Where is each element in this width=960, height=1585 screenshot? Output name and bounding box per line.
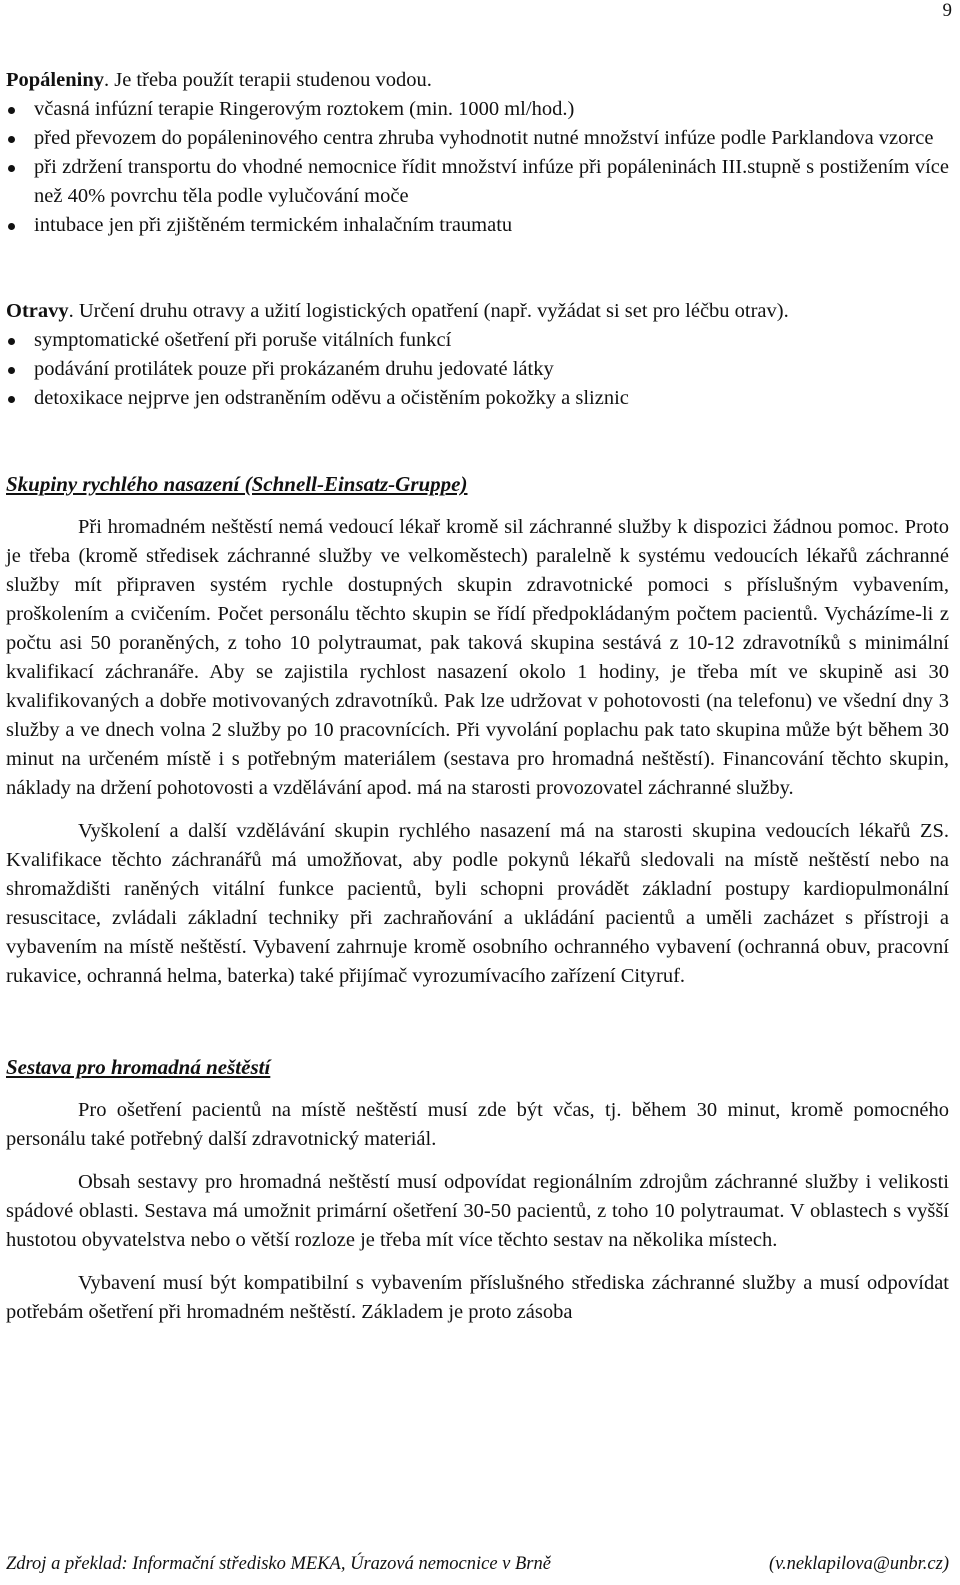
poisoning-intro-text: . Určení druhu otravy a užití logistických opatření (např. vyžádat si set pro léčbu otrav). xyxy=(68,300,789,322)
page-number: 9 xyxy=(942,0,952,21)
rapid-groups-paragraph-2: Vyškolení a další vzdělávání skupin rychlého nasazení má na starosti skupina vedoucích lékařů ZS. Kvalifikace těchto záchranářů má umožňovat, aby podle pokynů lékařů sledovali na místě neštěstí nebo na shromaždišti raněných vitální funkce pacientů, byli schopni provádět základní postupy kardiopulmonální resuscitace, zvládali základní techniky při zachraňování a ukládání pacientů a uměli zacházet s přístroji a vybavením na místě neštěstí. Vybavení zahrnuje kromě osobního ochranného vybavení (ochranná obuv, pracovní rukavice, ochranná helma, baterka) také přijímač vyrozumívacího zařízení Cityruf. xyxy=(6,820,949,987)
burns-intro xyxy=(6,66,949,95)
list-item: před převozem do popáleninového centra zhruba vyhodnotit nutné množství infúze podle Parklandova vzorce xyxy=(6,124,949,153)
burns-list xyxy=(6,95,949,240)
burns-intro-text: . Je třeba použít terapii studenou vodou. xyxy=(103,69,432,91)
footer-contact-email: (v.neklapilova@unbr.cz) xyxy=(768,1554,949,1574)
rapid-groups-paragraph-1: Při hromadném neštěstí nemá vedoucí lékař kromě sil záchranné služby k dispozici žádnou pomoc. Proto je třeba (kromě středisek záchranné služby ve velkoměstech) paralelně k systému vedoucích lékařů záchranné služby mít připraven systém rychle dostupných skupin zdravotnické pomoci s příslušným vybavením, proškolením a cvičením. Počet personálu těchto skupin se řídí předpokládaným počtem pacientů. Vycházíme-li z počtu asi 50 poraněných, z toho 10 polytraumat, pak taková skupina sestává z 10-12 zdravotníků s minimální kvalifikací záchranáře. Aby se zajistila rychlost nasazení okolo 1 hodiny, je třeba mít ve skupině asi 30 kvalifikovaných a dobře motivovaných zdravotníků. Pak lze udržovat v pohotovosti (na telefonu) ve všední dny 3 služby a ve dnech volna 2 služby po 10 pracovnících. Při vyvolání poplachu pak tato skupina může být během 30 minut na určeném místě i s potřebným materiálem (sestava pro hromadná neštěstí). Financování těchto skupin, náklady na držení pohotovosti a vzdělávání apod. má na starosti provozovatel záchranné služby. xyxy=(6,516,949,799)
poisoning-intro xyxy=(6,297,949,326)
list-item: podávání protilátek pouze při prokázaném druhu jedovaté látky xyxy=(6,355,949,384)
page-footer xyxy=(6,1554,949,1575)
page-content xyxy=(6,66,949,1327)
kit-paragraph-3: Vybavení musí být kompatibilní s vybavením příslušného střediska záchranné služby a musí odpovídat potřebám ošetření při hromadném neštěstí. Základem je proto zásoba xyxy=(6,1272,949,1323)
footer-source: Zdroj a překlad: Informační středisko MEKA, Úrazová nemocnice v Brně xyxy=(6,1554,551,1574)
list-item: při zdržení transportu do vhodné nemocnice řídit množství infúze při popáleninách III.stupně s postižením více než 40% povrchu těla podle vylučování moče xyxy=(6,153,949,211)
kit-paragraph-2: Obsah sestavy pro hromadná neštěstí musí odpovídat regionálním zdrojům záchranné služby i velikosti spádové oblasti. Sestava má umožnit primární ošetření 30-50 pacientů, z toho 10 polytraumat. V oblastech s vyšší hustotou obyvatelstva nebo o větší rozloze je třeba mít více těchto sestav na několika místech. xyxy=(6,1171,949,1251)
list-item: symptomatické ošetření při poruše vitálních funkcí xyxy=(6,326,949,355)
kit-heading: Sestava pro hromadná neštěstí xyxy=(6,1055,271,1079)
list-item: včasná infúzní terapie Ringerovým roztokem (min. 1000 ml/hod.) xyxy=(6,95,949,124)
kit-paragraph-1: Pro ošetření pacientů na místě neštěstí musí zde být včas, tj. během 30 minut, kromě pomocného personálu také potřebný další zdravotnický materiál. xyxy=(6,1099,949,1150)
poisoning-title: Otravy xyxy=(6,300,69,322)
list-item: intubace jen při zjištěném termickém inhalačním traumatu xyxy=(6,211,949,240)
rapid-groups-heading: Skupiny rychlého nasazení (Schnell-Einsatz-Gruppe) xyxy=(6,472,468,496)
poisoning-list xyxy=(6,326,949,413)
burns-title: Popáleniny xyxy=(6,69,104,91)
list-item: detoxikace nejprve jen odstraněním oděvu a očistěním pokožky a sliznic xyxy=(6,384,949,413)
